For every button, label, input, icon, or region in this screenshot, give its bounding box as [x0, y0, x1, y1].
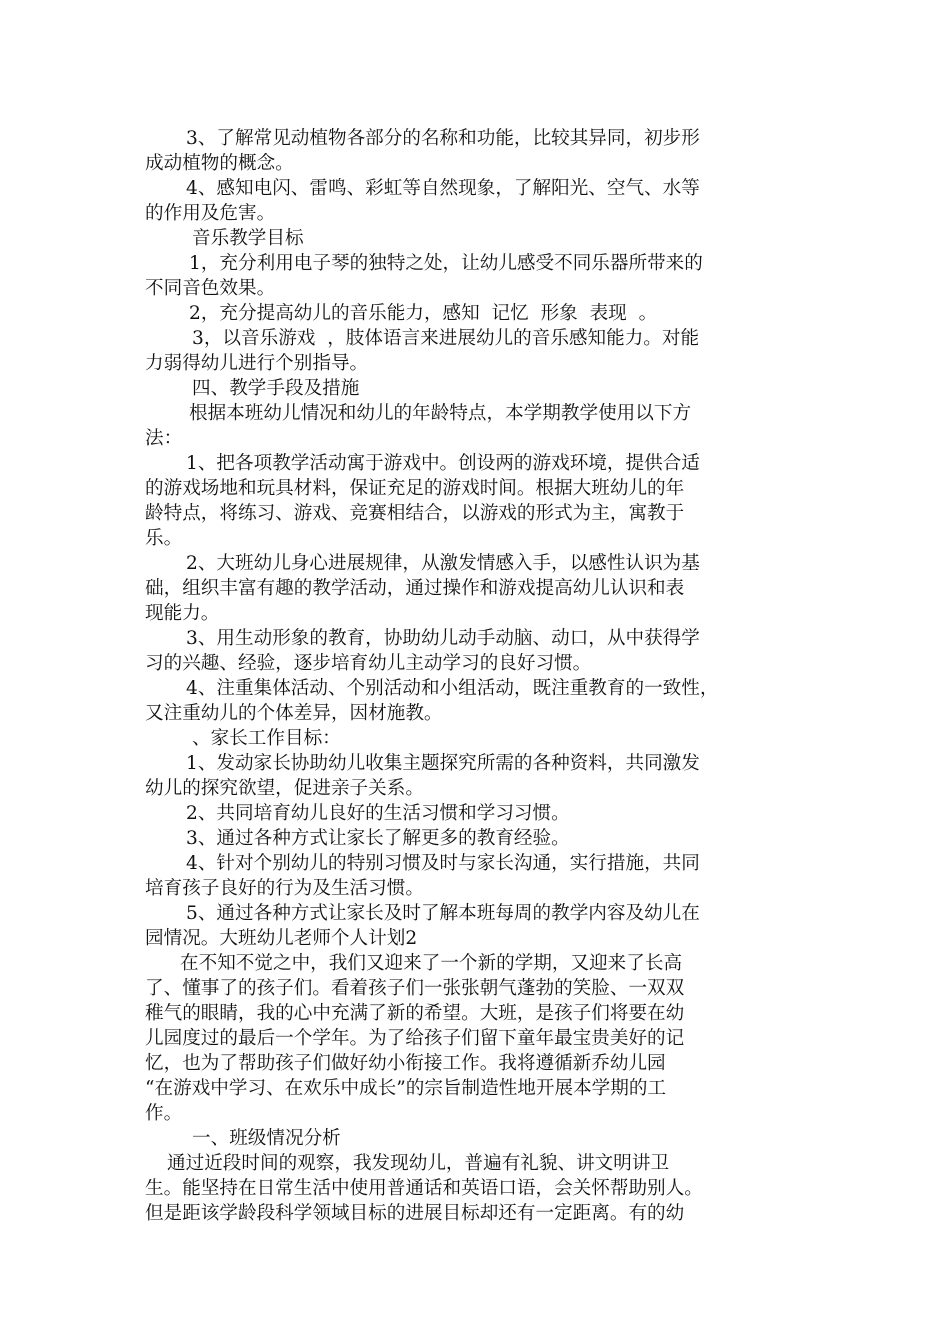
text-line: 园情况。大班幼儿老师个人计划2: [145, 928, 418, 949]
text-line: 成动植物的概念。: [145, 153, 294, 174]
text-line: 1，充分利用电子琴的独特之处，让幼儿感受不同乐器所带来的: [189, 253, 703, 274]
text-line: 3、通过各种方式让家长了解更多的教育经验。: [186, 828, 570, 849]
text-line: 力弱得幼儿进行个别指导。: [145, 353, 369, 374]
text-line: 稚气的眼睛，我的心中充满了新的希望。大班，是孩子们将要在幼: [145, 1003, 685, 1024]
text-line: 3、用生动形象的教育，协助幼儿动手动脑、动口，从中获得学: [186, 628, 700, 649]
section-heading: 音乐教学目标: [192, 228, 304, 249]
text-line: 3，以音乐游戏 ，肢体语言来进展幼儿的音乐感知能力。对能: [192, 328, 700, 349]
text-line: 生。能坚持在日常生活中使用普通话和英语口语，会关怀帮助别人。: [145, 1178, 703, 1199]
text-line: 又注重幼儿的个体差异，因材施教。: [145, 703, 443, 724]
text-line: 在不知不觉之中，我们又迎来了一个新的学期，又迎来了长高: [180, 953, 683, 974]
text-line: 4、注重集体活动、个别活动和小组活动，既注重教育的一致性，: [186, 678, 719, 699]
section-heading: 四、教学手段及措施: [192, 378, 360, 399]
text-line: 了、懂事了的孩子们。看着孩子们一张张朝气蓬勃的笑脸、一双双: [145, 978, 685, 999]
text-line: 1、把各项教学活动寓于游戏中。创设两的游戏环境，提供合适: [186, 453, 700, 474]
text-line: 2、大班幼儿身心进展规律，从激发情感入手，以感性认识为基: [186, 553, 700, 574]
document-page: [145, 126, 810, 1226]
text-line: 2，充分提高幼儿的音乐能力，感知 记忆 形象 表现 。: [189, 303, 658, 324]
text-line: “在游戏中学习、在欢乐中成长”的宗旨制造性地开展本学期的工: [145, 1078, 667, 1099]
text-line: 3、了解常见动植物各部分的名称和功能，比较其异同，初步形: [186, 128, 700, 149]
text-line: 1、发动家长协助幼儿收集主题探究所需的各种资料，共同激发: [186, 753, 700, 774]
text-line: 现能力。: [145, 603, 220, 624]
text-line: 根据本班幼儿情况和幼儿的年龄特点，本学期教学使用以下方: [189, 403, 692, 424]
text-line: 法：: [145, 428, 183, 449]
text-line: 2、共同培育幼儿良好的生活习惯和学习习惯。: [186, 803, 570, 824]
text-line: 但是距该学龄段科学领域目标的进展目标却还有一定距离。有的幼: [145, 1203, 685, 1224]
section-heading: 、家长工作目标：: [192, 728, 341, 749]
text-line: 作。: [145, 1103, 183, 1124]
text-line: 乐。: [145, 528, 183, 549]
text-line: 的游戏场地和玩具材料，保证充足的游戏时间。根据大班幼儿的年: [145, 478, 685, 499]
text-line: 忆，也为了帮助孩子们做好幼小衔接工作。我将遵循新乔幼儿园: [145, 1053, 666, 1074]
text-line: 5、通过各种方式让家长及时了解本班每周的教学内容及幼儿在: [186, 903, 700, 924]
text-line: 培育孩子良好的行为及生活习惯。: [145, 878, 424, 899]
text-line: 础，组织丰富有趣的教学活动，通过操作和游戏提高幼儿认识和表: [145, 578, 685, 599]
section-heading: 一、班级情况分析: [192, 1128, 341, 1149]
text-line: 的作用及危害。: [145, 203, 276, 224]
text-line: 4、感知电闪、雷鸣、彩虹等自然现象，了解阳光、空气、水等: [186, 178, 700, 199]
text-line: 儿园度过的最后一个学年。为了给孩子们留下童年最宝贵美好的记: [145, 1028, 685, 1049]
text-line: 幼儿的探究欲望，促进亲子关系。: [145, 778, 424, 799]
text-line: 习的兴趣、经验，逐步培育幼儿主动学习的良好习惯。: [145, 653, 592, 674]
text-line: 不同音色效果。: [145, 278, 276, 299]
text-line: 龄特点，将练习、游戏、竞赛相结合，以游戏的形式为主，寓教于: [145, 503, 685, 524]
text-line: 4、针对个别幼儿的特别习惯及时与家长沟通，实行措施，共同: [186, 853, 700, 874]
text-line: 通过近段时间的观察，我发现幼儿，普遍有礼貌、讲文明讲卫: [167, 1153, 670, 1174]
